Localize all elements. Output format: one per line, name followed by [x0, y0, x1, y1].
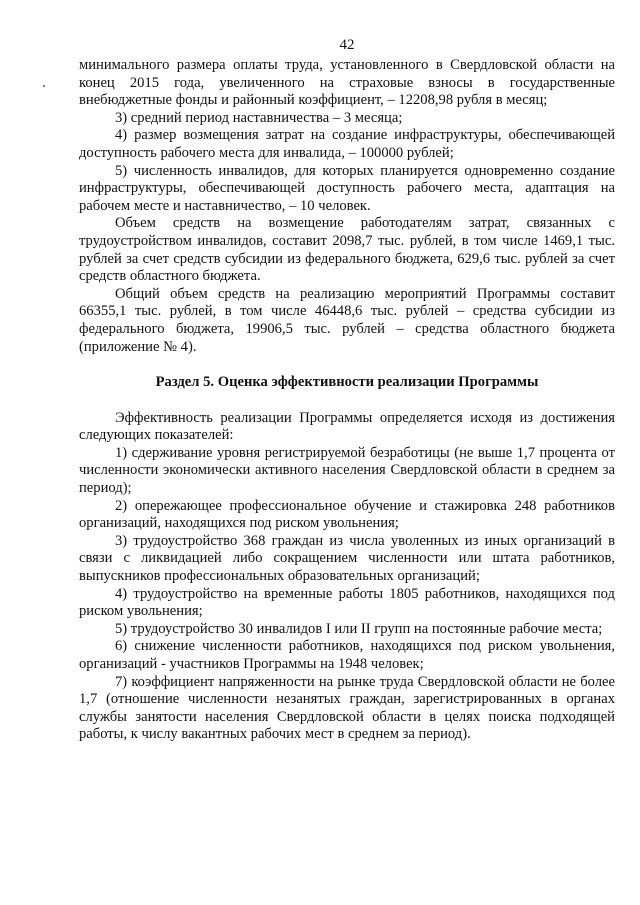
paragraph: 3) трудоустройство 368 граждан из числа уволенных из иных организаций в связи с ликвидацией либо сокращением численности или штата работников, выпускников профессиональных образовательных организаций; [79, 532, 615, 585]
paragraph: 3) средний период наставничества – 3 месяца; [115, 109, 403, 126]
paragraph: 1) сдерживание уровня регистрируемой безработицы (не выше 1,7 процента от численности экономически активного населения Свердловской области в среднем за период); [79, 444, 615, 497]
paragraph: Объем средств на возмещение работодателям затрат, связанных с трудоустройством инвалидов, составит 2098,7 тыс. рублей, в том числе 1469,1 тыс. рублей за счет средств субсидии из федерального бюджета, 629,6 тыс. рублей за счет средств областного бюджета. [79, 215, 615, 285]
paragraph: Общий объем средств на реализацию мероприятий Программы составит 66355,1 тыс. рублей, в том числе 46448,6 тыс. рублей – средства субсидии из федерального бюджета, 19906,5 тыс. рублей – средства областного бюджета (приложение № 4). [79, 285, 615, 355]
paragraph: 6) снижение численности работников, находящихся под риском увольнения, организаций - участников Программы на 1948 человек; [79, 638, 615, 672]
section-heading: Раздел 5. Оценка эффективности реализации Программы [155, 374, 539, 391]
document-page [79, 36, 615, 744]
paragraphs-bottom [79, 410, 615, 744]
paragraph: Эффективность реализации Программы определяется исходя из достижения следующих показателей: [79, 409, 615, 444]
margin-dot [43, 85, 45, 87]
paragraphs-top [79, 57, 615, 356]
paragraph: 4) трудоустройство на временные работы 1805 работников, находящихся под риском увольнения; [79, 585, 615, 620]
paragraph: 5) трудоустройство 30 инвалидов I или II групп на постоянные рабочие места; [115, 620, 603, 637]
paragraph: 5) численность инвалидов, для которых планируется одновременно создание инфраструктуры, обеспечивающей доступность рабочего места, адаптация на рабочем месте и наставничество, – 10 человек. [79, 162, 615, 214]
paragraph: 4) размер возмещения затрат на создание инфраструктуры, обеспечивающей доступность рабочего места для инвалида, – 100000 рублей; [79, 127, 615, 161]
page-number: 42 [339, 37, 355, 53]
paragraph: 7) коэффициент напряженности на рынке труда Свердловской области не более 1,7 (отношение численности незанятых граждан, зарегистрированных в органах службы занятости населения Свердловской области в целях поиска подходящей работы, к числу вакантных рабочих мест в среднем за период). [79, 673, 615, 743]
paragraph: 2) опережающее профессиональное обучение и стажировка 248 работников организаций, находящихся под риском увольнения; [79, 497, 615, 532]
paragraph: минимального размера оплаты труда, установленного в Свердловской области на конец 2015 года, увеличенного на страховые взносы в государственные внебюджетные фонды и районный коэффициент, – 12208,98 рубля в месяц; [79, 57, 615, 109]
